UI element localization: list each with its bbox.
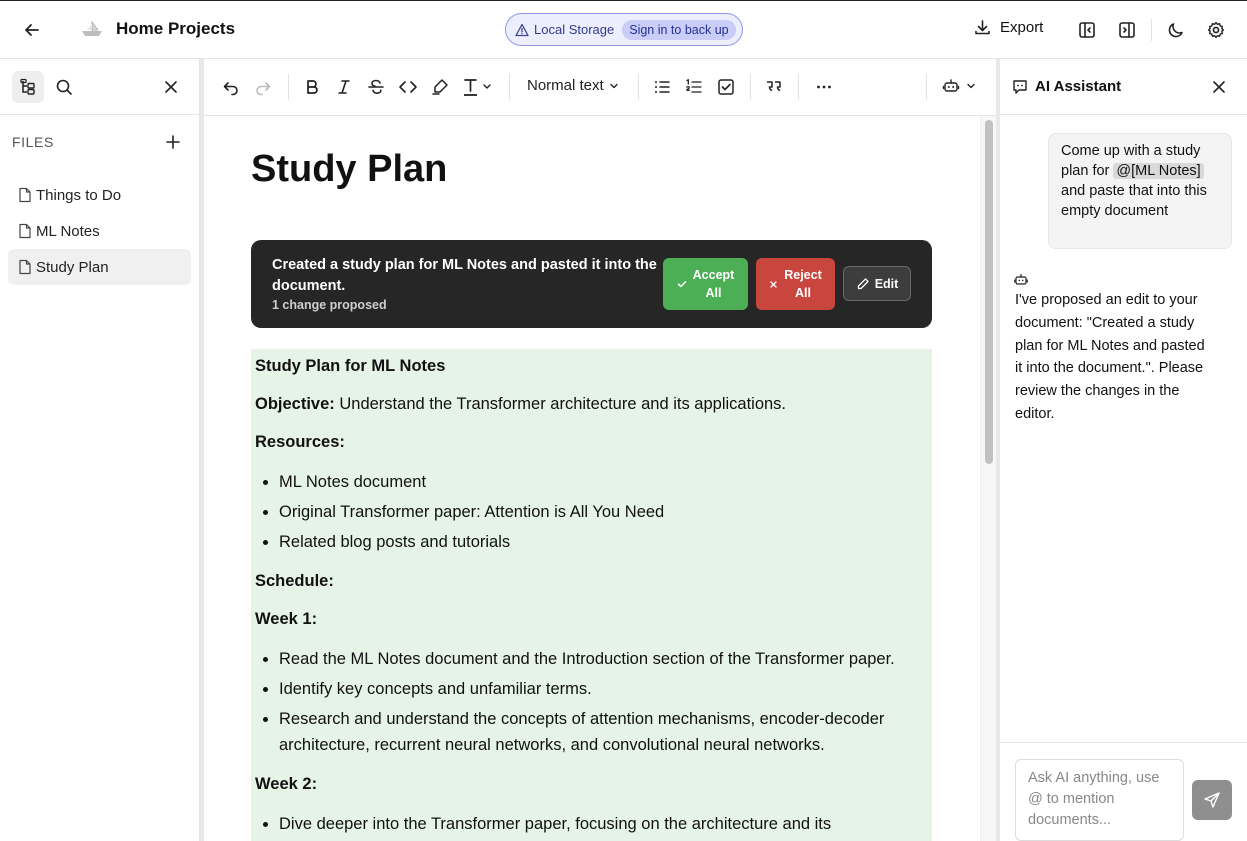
file-icon: [18, 187, 32, 203]
text-color-icon[interactable]: [462, 77, 494, 97]
text-style-dropdown[interactable]: [527, 77, 619, 94]
chat-bot-icon: [1011, 78, 1029, 96]
x-icon: [769, 280, 778, 289]
chevron-down-icon: [604, 81, 619, 91]
proposed-change-block[interactable]: [251, 349, 932, 841]
file-name: ML Notes: [36, 222, 100, 240]
file-tree-button[interactable]: [12, 71, 44, 103]
ai-assistant-panel: [1000, 59, 1247, 841]
objective-paragraph: [255, 392, 928, 416]
scrollbar-thumb[interactable]: [985, 120, 993, 464]
toolbar-separator: [288, 74, 289, 100]
pencil-icon: [856, 277, 870, 291]
storage-label: Local Storage: [534, 22, 615, 37]
file-item-ml-notes[interactable]: [8, 213, 191, 249]
checklist-icon[interactable]: [716, 77, 736, 97]
week2-list: [279, 811, 928, 837]
export-label: Export: [1000, 19, 1044, 36]
send-icon: [1203, 791, 1221, 809]
warning-icon: [515, 23, 529, 37]
bold-icon[interactable]: [302, 77, 322, 97]
strikethrough-icon[interactable]: [366, 77, 386, 97]
schedule-heading: Schedule:: [255, 572, 334, 590]
toolbar-separator: [750, 74, 751, 100]
robot-icon: [942, 77, 960, 95]
resources-list: [279, 469, 928, 555]
undo-icon[interactable]: [221, 77, 241, 97]
export-button[interactable]: [974, 19, 1043, 36]
accept-label-line2: All: [705, 286, 722, 300]
bullet-list-icon[interactable]: [652, 77, 672, 97]
user-message-bubble: [1048, 133, 1232, 249]
list-item: • Original Transformer paper: Attention is All You Need: [279, 499, 928, 525]
redo-icon[interactable]: [253, 77, 273, 97]
message-text: and paste that into this empty document: [1061, 183, 1207, 219]
accept-all-button[interactable]: [663, 258, 748, 310]
storage-status-pill: [505, 13, 743, 46]
assistant-reply: I've proposed an edit to your document: "Created a study plan for ML Notes and pasted it into the document.". Please review the changes in the editor.: [1015, 292, 1205, 422]
document-mention[interactable]: @[ML Notes]: [1113, 163, 1203, 179]
toolbar-separator: [926, 74, 927, 100]
toggle-right-panel-icon[interactable]: [1117, 20, 1137, 40]
document-title[interactable]: Study Plan: [251, 148, 448, 190]
sign-in-button[interactable]: Sign in to back up: [622, 20, 735, 40]
message-text: Come up with a study plan for: [1061, 143, 1201, 179]
highlighter-icon[interactable]: [430, 77, 450, 97]
editor-pane: [204, 59, 996, 841]
back-arrow-icon[interactable]: [22, 20, 42, 40]
reject-label-line1: Reject: [784, 268, 822, 282]
assistant-header: [1000, 59, 1247, 115]
settings-gear-icon[interactable]: [1206, 20, 1226, 40]
editor-scrollbar[interactable]: [980, 116, 996, 841]
workspace-title: Home Projects: [116, 19, 236, 38]
proposal-text: Created a study plan for ML Notes and pasted it into the document.: [272, 257, 657, 294]
download-icon: [974, 19, 991, 36]
formatting-toolbar: [204, 59, 996, 116]
resources-heading: Resources:: [255, 433, 345, 451]
file-sidebar: [0, 59, 200, 841]
search-icon[interactable]: [55, 78, 73, 96]
proposal-count: 1 change proposed: [272, 298, 387, 312]
file-name: Things to Do: [36, 186, 122, 204]
text-style-value: Normal text: [527, 77, 604, 94]
ask-ai-input[interactable]: [1015, 759, 1184, 841]
accept-label-line1: Accept: [692, 268, 735, 282]
list-item: • Related blog posts and tutorials: [279, 529, 928, 555]
file-item-things-to-do[interactable]: [8, 177, 191, 213]
check-icon: [677, 279, 687, 289]
numbered-list-icon[interactable]: [684, 77, 704, 97]
list-item: • Research and understand the concepts of attention mechanisms, encoder-decoder architecture, recurrent neural networks, and convolutional neural networks.: [279, 706, 928, 758]
dark-mode-moon-icon[interactable]: [1166, 20, 1186, 40]
italic-icon[interactable]: [334, 77, 354, 97]
tree-icon: [19, 78, 37, 96]
file-icon: [18, 259, 32, 275]
list-item: • Read the ML Notes document and the Introduction section of the Transformer paper.: [279, 646, 928, 672]
edit-label: Edit: [874, 276, 899, 291]
reject-all-button[interactable]: [756, 258, 835, 310]
quote-icon[interactable]: [764, 77, 784, 97]
edit-proposal-banner: [251, 240, 932, 328]
more-options-icon[interactable]: [814, 77, 834, 97]
edit-proposal-button[interactable]: [843, 266, 911, 301]
add-file-plus-icon[interactable]: [164, 133, 182, 151]
close-sidebar-icon[interactable]: [162, 78, 180, 96]
sidebar-toolbar: [0, 59, 199, 115]
list-item: • ML Notes document: [279, 469, 928, 495]
header-separator: [1151, 19, 1152, 41]
toggle-left-panel-icon[interactable]: [1077, 20, 1097, 40]
week1-list: [279, 646, 928, 758]
toolbar-separator: [798, 74, 799, 100]
boat-logo-icon: [80, 19, 104, 41]
close-assistant-icon[interactable]: [1210, 78, 1228, 96]
assistant-avatar-icon: [1014, 272, 1028, 286]
week1-heading: Week 1:: [255, 610, 318, 628]
week2-heading: Week 2:: [255, 775, 318, 793]
assistant-composer: [1000, 742, 1247, 841]
app-header: [0, 1, 1247, 59]
file-name: Study Plan: [36, 258, 109, 276]
send-button[interactable]: [1192, 780, 1232, 820]
list-item: • Dive deeper into the Transformer paper, focusing on the architecture and its: [279, 811, 928, 837]
toolbar-separator: [638, 74, 639, 100]
ai-mode-dropdown[interactable]: [942, 77, 976, 95]
file-icon: [18, 223, 32, 239]
objective-text: Understand the Transformer architecture and its applications.: [334, 395, 787, 413]
toolbar-separator: [509, 74, 510, 100]
objective-label: Objective:: [255, 395, 335, 413]
reject-label-line2: All: [795, 286, 811, 300]
plan-heading: Study Plan for ML Notes: [255, 357, 446, 375]
list-item: • Identify key concepts and unfamiliar terms.: [279, 676, 928, 702]
chevron-down-icon: [966, 81, 976, 91]
document-body[interactable]: [204, 116, 980, 841]
file-item-study-plan[interactable]: [8, 249, 191, 285]
files-heading: FILES: [12, 134, 54, 150]
assistant-title: AI Assistant: [1035, 78, 1122, 95]
code-icon[interactable]: [398, 77, 418, 97]
